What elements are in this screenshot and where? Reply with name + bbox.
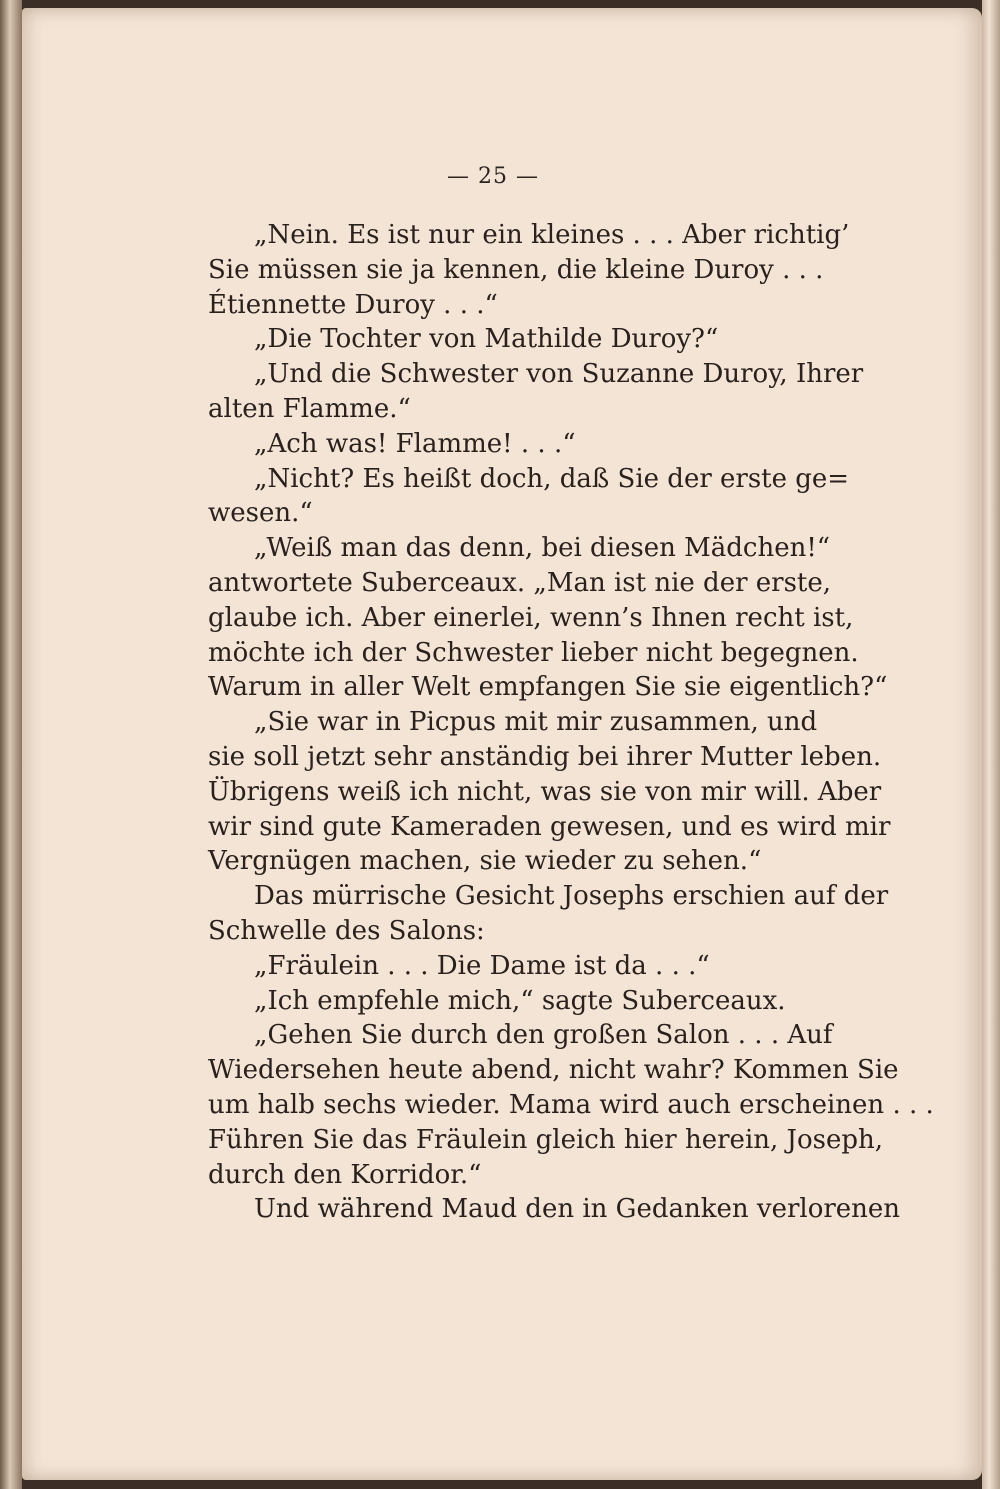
text-line: wir sind gute Kameraden gewesen, und es wird mir xyxy=(208,811,891,842)
text-line: alten Flamme.“ xyxy=(208,393,411,424)
text-line: antwortete Suberceaux. „Man ist nie der erste, xyxy=(208,567,832,598)
body-text xyxy=(208,218,934,1227)
text-line: Vergnügen machen, sie wieder zu sehen.“ xyxy=(208,846,762,877)
text-line: „Nicht? Es heißt doch, daß Sie der erste ge= xyxy=(254,463,850,494)
text-line: Führen Sie das Fräulein gleich hier herein, Joseph, xyxy=(208,1124,883,1155)
text-line: „Die Tochter von Mathilde Duroy?“ xyxy=(254,324,719,355)
text-line: Und während Maud den in Gedanken verlorenen xyxy=(254,1194,901,1225)
text-line: „Und die Schwester von Suzanne Duroy, Ihrer xyxy=(254,359,864,390)
text-line: „Sie war in Picpus mit mir zusammen, und xyxy=(254,707,818,738)
text-line: „Weiß man das denn, bei diesen Mädchen!“ xyxy=(254,533,831,564)
text-line: Wiedersehen heute abend, nicht wahr? Kommen Sie xyxy=(208,1055,899,1086)
text-line: durch den Korridor.“ xyxy=(208,1159,482,1190)
text-line: „Nein. Es ist nur ein kleines . . . Aber richtig’ xyxy=(254,220,850,250)
text-line: Übrigens weiß ich nicht, was sie von mir will. Aber xyxy=(208,776,882,807)
page-number: — 25 — xyxy=(447,164,539,189)
text-line: um halb sechs wieder. Mama wird auch erscheinen . . . xyxy=(208,1089,934,1120)
text-line: Sie müssen sie ja kennen, die kleine Duroy . . . xyxy=(208,254,824,285)
page-edge xyxy=(982,0,1000,1489)
text-line: Schwelle des Salons: xyxy=(208,915,485,946)
text-line: wesen.“ xyxy=(208,498,313,529)
text-line: „Gehen Sie durch den großen Salon . . . Auf xyxy=(254,1020,833,1051)
text-line: Étiennette Duroy . . .“ xyxy=(208,289,498,320)
text-line: Das mürrische Gesicht Josephs erschien auf der xyxy=(254,881,889,912)
text-line: sie soll jetzt sehr anständig bei ihrer Mutter leben. xyxy=(208,741,882,772)
text-line: möchte ich der Schwester lieber nicht begegnen. xyxy=(208,637,859,668)
book-spine xyxy=(0,0,22,1489)
text-line: „Ich empfehle mich,“ sagte Suberceaux. xyxy=(254,985,786,1016)
text-line: Warum in aller Welt empfangen Sie sie eigentlich?“ xyxy=(208,672,888,703)
text-line: glaube ich. Aber einerlei, wenn’s Ihnen recht ist, xyxy=(208,602,854,633)
text-line: „Fräulein . . . Die Dame ist da . . .“ xyxy=(254,950,710,981)
text-line: „Ach was! Flamme! . . .“ xyxy=(254,428,576,459)
book-page xyxy=(22,8,982,1480)
